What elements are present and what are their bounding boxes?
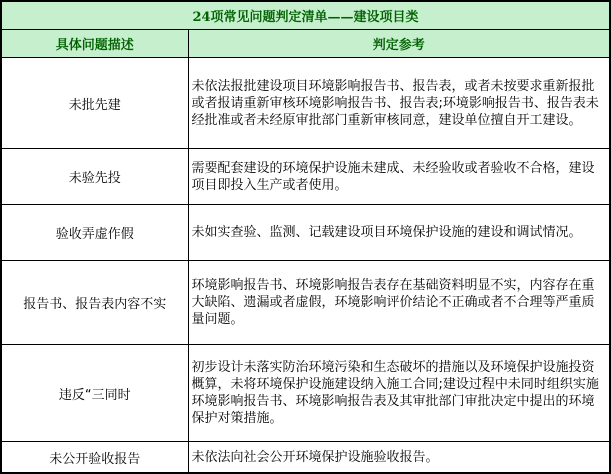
reference-cell: 未依法向社会公开环境保护设施验收报告。: [188, 442, 610, 474]
column-header-reference: 判定参考: [188, 30, 610, 58]
column-header-issue: 具体问题描述: [1, 30, 188, 58]
table-row: [1, 205, 610, 261]
column-header-row: [1, 30, 610, 58]
title-row: [1, 1, 610, 30]
table-row: [1, 261, 610, 345]
reference-cell: 环境影响报告书、环境影响报告表存在基础资料明显不实，内容存在重大缺陷、遗漏或者虚假，环境影响评价结论不正确或者不合理等严重质量问题。: [188, 261, 610, 345]
reference-cell: 初步设计未落实防治环境污染和生态破坏的措施以及环境保护设施投资概算，未将环境保护设施建设纳入施工合同;建设过程中未同时组织实施环境影响报告书、环境影响报告表及其审批部门审批决定中提出的环境保护对策措施。: [188, 345, 610, 442]
issue-cell: 未公开验收报告: [1, 442, 188, 474]
issue-cell: 验收弄虚作假: [1, 205, 188, 261]
table-row: [1, 58, 610, 149]
table-title: 24项常见问题判定清单——建设项目类: [1, 1, 610, 30]
reference-cell: 未依法报批建设项目环境影响报告书、报告表，或者未按要求重新报批或者报请重新审核环境影响报告书、报告表;环境影响报告书、报告表未经批准或者未经原审批部门重新审核同意，建设单位擅自开工建设。: [188, 58, 610, 149]
reference-cell: 未如实查验、监测、记载建设项目环境保护设施的建设和调试情况。: [188, 205, 610, 261]
issue-cell: 违反“三同时: [1, 345, 188, 442]
table-row: [1, 149, 610, 205]
reference-cell: 需要配套建设的环境保护设施未建成、未经验收或者验收不合格，建设项目即投入生产或者使用。: [188, 149, 610, 205]
table-row: [1, 345, 610, 442]
issue-cell: 报告书、报告表内容不实: [1, 261, 188, 345]
issue-cell: 未批先建: [1, 58, 188, 149]
issue-cell: 未验先投: [1, 149, 188, 205]
table-row: [1, 442, 610, 474]
